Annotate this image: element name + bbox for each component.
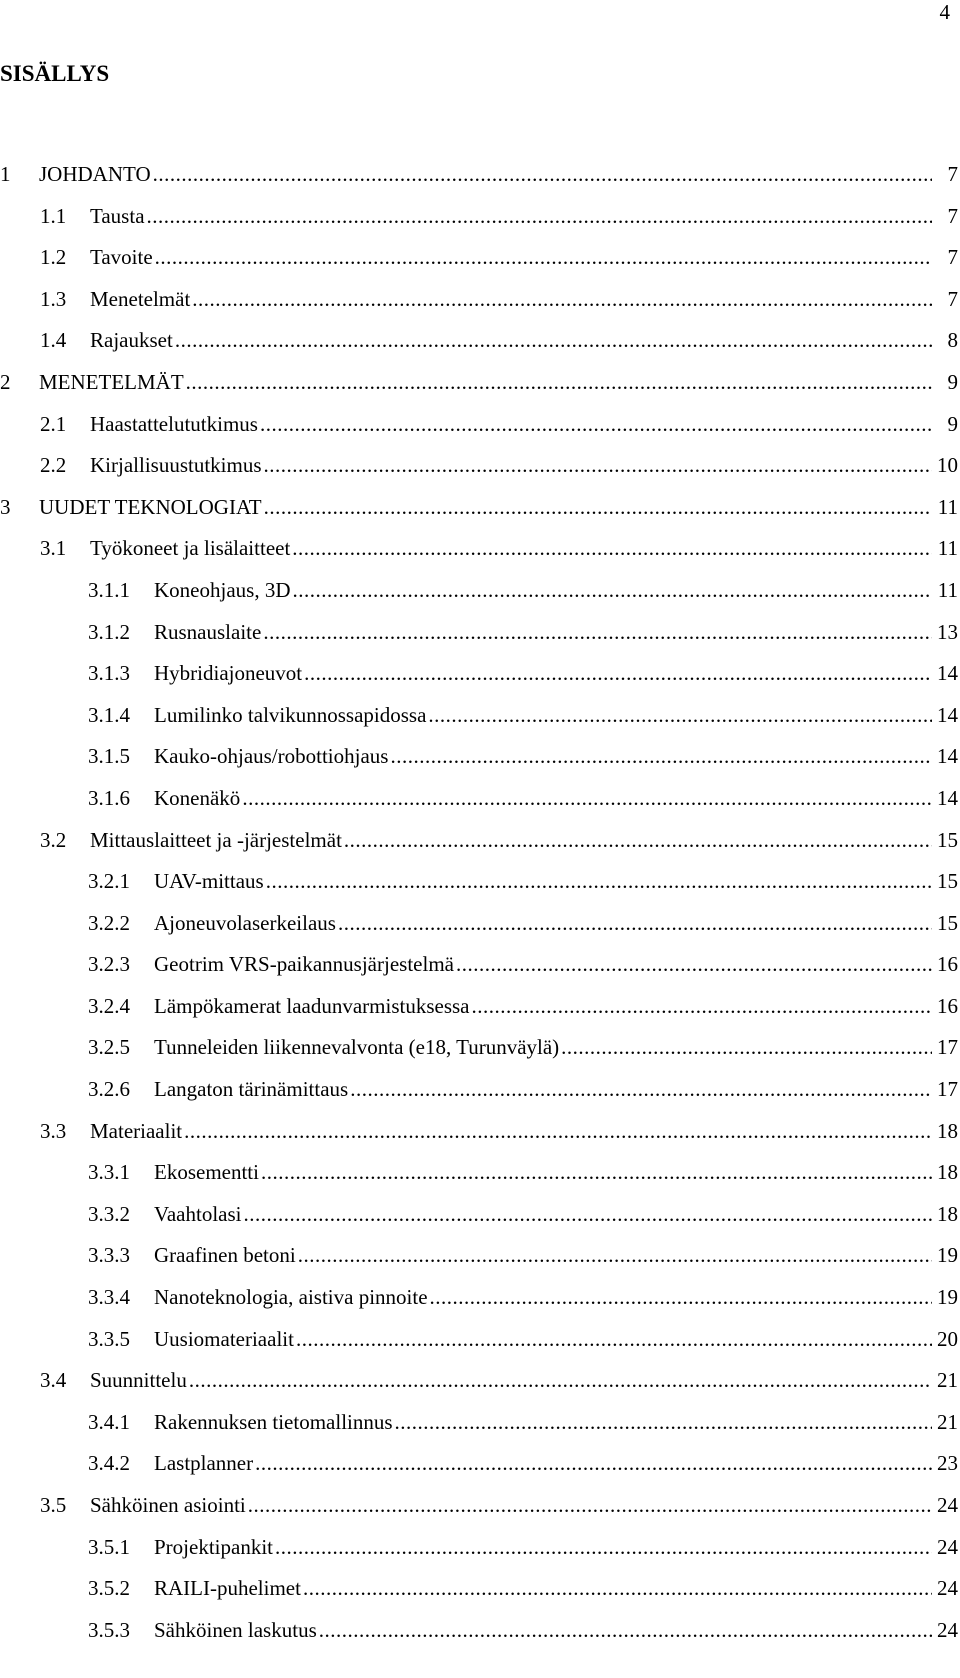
toc-entry-number: 3.3.5 [88,1326,130,1351]
toc-entry-number: 3.3.1 [88,1160,130,1185]
toc-entry-title: Lumilinko talvikunnossapidossa [154,702,427,727]
toc-entry-number: 3.2.5 [88,1035,130,1060]
toc-entry-title: Vaahtolasi [154,1201,242,1226]
toc-entry[interactable] [0,327,958,369]
toc-entry[interactable] [0,369,958,411]
toc-dot-leader [292,535,932,561]
toc-entry-number: 3.1.5 [88,744,130,769]
toc-entry-title: UUDET TEKNOLOGIAT [39,494,262,519]
toc-entry[interactable] [0,286,958,328]
toc-entry-title: MENETELMÄT [39,369,184,394]
toc-entry-number: 3.4.1 [88,1409,130,1434]
toc-entry-page: 11 [937,577,958,602]
toc-entry-page: 18 [937,1118,958,1143]
toc-entry[interactable] [0,1617,958,1659]
toc-entry[interactable] [0,785,958,827]
toc-entry[interactable] [0,619,958,661]
toc-entry-title: Rakennuksen tietomallinnus [154,1409,393,1434]
toc-entry-page: 7 [947,203,958,228]
toc-entry[interactable] [0,203,958,245]
toc-entry-title: Kirjallisuustutkimus [90,453,262,478]
toc-entry-number: 3.2 [40,827,67,852]
toc-entry-title: Langaton tärinämittaus [154,1077,349,1102]
toc-entry[interactable] [0,1159,958,1201]
toc-entry-number: 3.5.2 [88,1576,130,1601]
toc-entry-title: Graafinen betoni [154,1243,296,1268]
toc-dot-leader [292,577,932,603]
toc-entry-number: 3.1.4 [88,702,130,727]
toc-dot-leader [298,1242,932,1268]
toc-entry-number: 3.1.6 [88,785,130,810]
toc-entry[interactable] [0,1492,958,1534]
toc-entry-page: 14 [937,744,958,769]
toc-entry-title: Suunnittelu [90,1368,187,1393]
toc-entry-page: 21 [937,1368,958,1393]
toc-entry-number: 1 [0,162,11,186]
page-number: 4 [939,0,950,24]
toc-entry[interactable] [0,161,958,203]
toc-dot-leader [248,1492,932,1518]
toc-title: SISÄLLYS [0,61,110,86]
toc-dot-leader [263,619,932,645]
toc-entry-page: 20 [937,1326,958,1351]
toc-entry-number: 3.2.4 [88,993,130,1018]
toc-entry-page: 19 [937,1243,958,1268]
toc-entry-title: Materiaalit [90,1118,183,1143]
toc-dot-leader [390,743,932,769]
toc-entry-title: Tunneleiden liikennevalvonta (e18, Turunväylä) [154,1035,560,1060]
toc-entry-page: 17 [937,1035,958,1060]
toc-dot-leader [471,993,932,1019]
toc-entry[interactable] [0,1450,958,1492]
toc-dot-leader [186,369,932,395]
toc-entry-title: Työkoneet ja lisälaitteet [90,536,291,561]
toc-entry-number: 2.1 [40,411,67,436]
toc-dot-leader [261,1159,932,1185]
toc-dot-leader [266,868,932,894]
toc-entry-number: 3.2.1 [88,869,130,894]
toc-entry-title: Projektipankit [154,1534,273,1559]
toc-dot-leader [296,1326,932,1352]
toc-entry-page: 10 [937,453,958,478]
toc-entry-number: 3.3.3 [88,1243,130,1268]
toc-dot-leader [319,1617,932,1643]
toc-entry-page: 11 [937,494,958,519]
toc-entry-page: 13 [937,619,958,644]
table-of-contents [0,161,958,1658]
toc-entry-page: 11 [937,536,958,561]
toc-dot-leader [350,1076,932,1102]
toc-entry-title: Mittauslaitteet ja -järjestelmät [90,827,342,852]
toc-entry-page: 24 [937,1576,958,1601]
toc-entry-number: 1.3 [40,286,67,311]
toc-dot-leader [155,244,932,270]
toc-entry-page: 9 [947,369,958,394]
toc-entry[interactable] [0,827,958,869]
toc-entry-page: 18 [937,1201,958,1226]
toc-entry-title: Ajoneuvolaserkeilaus [154,910,336,935]
toc-entry-number: 3.3 [40,1118,67,1143]
toc-dot-leader [260,411,932,437]
toc-entry[interactable] [0,1367,958,1409]
toc-dot-leader [303,1575,932,1601]
toc-dot-leader [395,1409,932,1435]
toc-entry-title: Tavoite [90,245,153,270]
toc-entry[interactable] [0,1326,958,1368]
toc-entry-title: Konenäkö [154,785,241,810]
toc-entry[interactable] [0,1076,958,1118]
toc-entry[interactable] [0,993,958,1035]
toc-entry-number: 3.2.6 [88,1077,130,1102]
toc-entry[interactable] [0,1242,958,1284]
toc-entry-page: 14 [937,785,958,810]
toc-entry-title: Koneohjaus, 3D [154,577,291,602]
toc-entry-number: 3.4 [40,1368,67,1393]
toc-entry-title: Haastattelututkimus [90,411,258,436]
toc-entry-number: 3.2.3 [88,952,130,977]
toc-dot-leader [275,1534,932,1560]
toc-entry[interactable] [0,244,958,286]
toc-entry-page: 7 [947,245,958,270]
toc-entry[interactable] [0,1034,958,1076]
toc-entry-title: RAILI-puhelimet [154,1576,301,1601]
toc-dot-leader [264,494,932,520]
toc-dot-leader [456,951,932,977]
toc-entry-page: 15 [937,827,958,852]
toc-entry[interactable] [0,1409,958,1451]
toc-entry-page: 18 [937,1160,958,1185]
toc-entry[interactable] [0,411,958,453]
toc-entry-title: Lastplanner [154,1451,254,1476]
toc-entry-title: UAV-mittaus [154,869,264,894]
toc-entry-number: 2 [0,369,11,394]
toc-entry-page: 17 [937,1077,958,1102]
toc-dot-leader [430,1284,932,1310]
toc-entry[interactable] [0,951,958,993]
toc-entry[interactable] [0,1284,958,1326]
toc-entry-number: 1.4 [40,328,67,353]
toc-entry-title: Sähköinen asiointi [90,1493,246,1517]
toc-entry-title: Kauko-ohjaus/robottiohjaus [154,744,389,769]
toc-dot-leader [304,660,932,686]
toc-entry-page: 24 [937,1617,958,1642]
toc-dot-leader [344,827,932,853]
toc-entry-page: 8 [947,328,958,353]
toc-entry-title: JOHDANTO [39,162,151,186]
toc-entry-title: Hybridiajoneuvot [154,661,303,686]
toc-entry-page: 15 [937,869,958,894]
toc-dot-leader [184,1118,932,1144]
toc-entry-number: 3.5.1 [88,1534,130,1559]
toc-entry-number: 3.1.3 [88,661,130,686]
toc-entry-number: 2.2 [40,453,67,478]
toc-entry-number: 3.2.2 [88,910,130,935]
toc-entry[interactable] [0,577,958,619]
toc-dot-leader [264,452,932,478]
toc-entry-page: 16 [937,952,958,977]
toc-entry-page: 15 [937,910,958,935]
toc-entry-page: 9 [947,411,958,436]
toc-dot-leader [175,327,932,353]
toc-entry-title: Uusiomateriaalit [154,1326,294,1351]
toc-entry-page: 14 [937,702,958,727]
toc-entry-page: 21 [937,1409,958,1434]
toc-dot-leader [428,702,932,728]
toc-dot-leader [243,1201,932,1227]
toc-entry-title: Geotrim VRS-paikannusjärjestelmä [154,952,454,977]
toc-entry-number: 3 [0,494,11,519]
toc-dot-leader [147,203,932,229]
toc-dot-leader [242,785,932,811]
toc-entry-number: 3.1.2 [88,619,130,644]
toc-entry-number: 1.1 [40,203,67,228]
toc-entry[interactable] [0,494,958,536]
toc-entry-number: 1.2 [40,245,67,270]
toc-entry-title: Lämpökamerat laadunvarmistuksessa [154,993,470,1018]
toc-entry-page: 14 [937,661,958,686]
toc-entry-page: 24 [937,1534,958,1559]
toc-dot-leader [338,910,932,936]
toc-dot-leader [189,1367,932,1393]
toc-entry-title: Rajaukset [90,328,173,353]
toc-entry-page: 23 [937,1451,958,1476]
toc-entry[interactable] [0,660,958,702]
toc-entry-number: 3.5 [40,1493,67,1517]
toc-entry-number: 3.4.2 [88,1451,130,1476]
toc-entry[interactable] [0,1201,958,1243]
toc-entry-page: 24 [937,1493,958,1517]
toc-entry-number: 3.3.2 [88,1201,130,1226]
toc-entry[interactable] [0,1575,958,1617]
toc-dot-leader [255,1450,932,1476]
toc-dot-leader [192,286,932,312]
toc-entry[interactable] [0,1118,958,1160]
toc-dot-leader [561,1034,932,1060]
toc-entry-page: 7 [947,162,958,186]
toc-entry-title: Nanoteknologia, aistiva pinnoite [154,1285,428,1310]
toc-entry-page: 7 [947,286,958,311]
toc-entry[interactable] [0,702,958,744]
toc-entry[interactable] [0,868,958,910]
toc-entry-page: 19 [937,1285,958,1310]
toc-entry[interactable] [0,910,958,952]
toc-entry[interactable] [0,743,958,785]
toc-entry-title: Menetelmät [90,286,191,311]
toc-dot-leader [153,161,932,187]
toc-entry-number: 3.1.1 [88,577,130,602]
toc-entry-title: Tausta [90,203,145,228]
toc-entry[interactable] [0,535,958,577]
toc-entry[interactable] [0,452,958,494]
toc-entry[interactable] [0,1534,958,1576]
toc-entry-title: Ekosementti [154,1160,259,1185]
toc-entry-title: Rusnauslaite [154,619,262,644]
toc-entry-title: Sähköinen laskutus [154,1617,317,1642]
toc-entry-number: 3.1 [40,536,67,561]
toc-entry-page: 16 [937,993,958,1018]
toc-entry-number: 3.5.3 [88,1617,130,1642]
toc-entry-number: 3.3.4 [88,1285,130,1310]
